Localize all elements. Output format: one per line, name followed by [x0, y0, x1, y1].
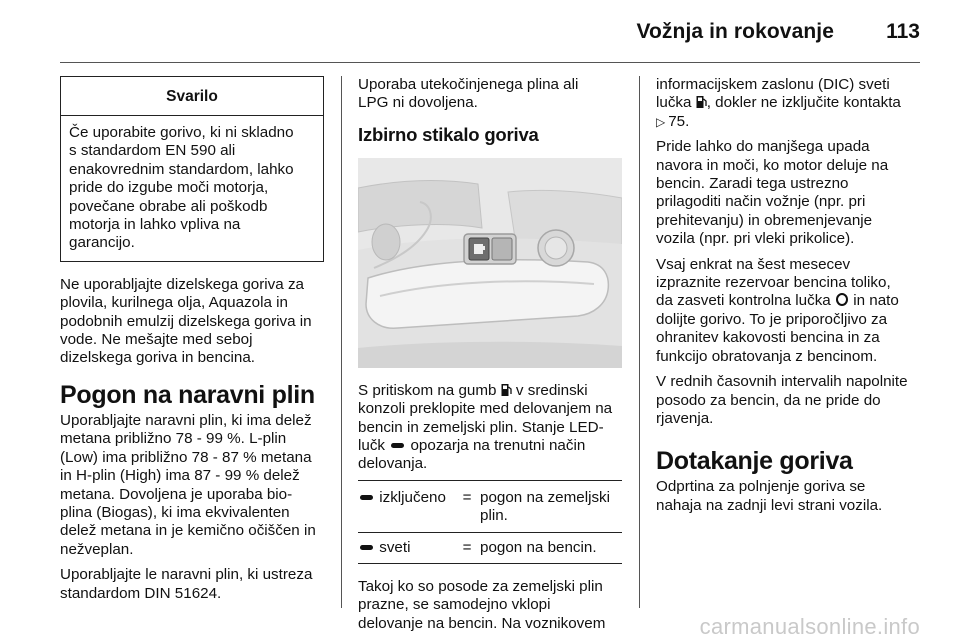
legend-row [358, 532, 622, 563]
text-span: da zasveti kontrolna lučka [656, 292, 831, 310]
warning-line: povečane obrabe ali poškodb [69, 197, 268, 215]
text-span: in nato [853, 292, 899, 310]
legend-label: sveti [379, 538, 411, 556]
text-line: prehitevanju) in obremenjevanje [656, 211, 873, 229]
text-line: LPG ni dovoljena. [358, 94, 478, 112]
led-state-legend [358, 480, 622, 564]
legend-label-cell [358, 532, 454, 563]
text-line [358, 437, 622, 455]
warning-line: s standardom EN 590 ali [69, 142, 236, 160]
warning-box [60, 76, 324, 262]
diesel-paragraph [60, 276, 324, 368]
six-months-paragraph [656, 256, 922, 366]
text-line: podobnih emulzij dizelskega goriva in [60, 312, 312, 330]
text-line: Uporabljajte le naravni plin, ki ustreza [60, 566, 313, 584]
natural-gas-paragraph [60, 412, 324, 559]
text-line: informacijskem zaslonu (DIC) sveti [656, 76, 890, 93]
column-2 [358, 76, 622, 633]
legend-label: izključeno [379, 488, 446, 506]
header-divider [60, 62, 920, 63]
text-line: Uporabljajte naravni plin, ki ima delež [60, 411, 312, 429]
text-span: S pritiskom na gumb [358, 381, 497, 399]
text-line: navora in moči, ko motor deluje na [656, 156, 889, 174]
text-line: bencin. Zaradi tega ustrezno [656, 175, 849, 193]
legend-row [358, 480, 622, 532]
legend-desc: pogon na bencin. [480, 538, 597, 556]
auto-switch-paragraph [358, 578, 622, 633]
text-line: delovanja. [358, 455, 428, 473]
text-line [656, 94, 922, 112]
text-line: dizelskega goriva in bencina. [60, 349, 256, 367]
text-line: nežveplan. [60, 540, 134, 558]
text-line: ohranitev kakovosti bencina in za [656, 329, 880, 347]
text-line [358, 382, 622, 400]
text-line: rjavenja. [656, 409, 714, 427]
page-number: 113 [886, 20, 920, 43]
warning-line: Če uporabite gorivo, ki ni skladno [69, 124, 294, 141]
lpg-paragraph [358, 76, 622, 113]
page-header [0, 14, 960, 54]
page-reference-arrow-icon: ▷ [656, 114, 666, 129]
text-line: Takoj ko so posode za zemeljski plin [358, 578, 603, 596]
led-indicator-icon [360, 545, 373, 550]
text-line: delovanje na bencin. Na voznikovem [358, 614, 606, 632]
filler-location-paragraph [656, 478, 922, 515]
text-line: prilagoditi način vožnje (npr. pri [656, 193, 866, 211]
led-indicator-icon [391, 443, 404, 448]
text-line: delež metana in je kemično očiščen in [60, 522, 316, 540]
text-line: metana. Dovoljena je uporaba bio- [60, 485, 293, 503]
column-1 [60, 76, 324, 603]
fuel-warning-ring-icon [836, 293, 848, 306]
text-line: metana približno 78 - 99 %. L-plin [60, 430, 287, 448]
warning-title: Svarilo [61, 77, 323, 116]
column-3 [656, 76, 922, 515]
column-divider-2 [639, 76, 640, 608]
text-line: vode. Ne mešajte med seboj [60, 331, 253, 349]
text-line: bencin in zemeljski plin. Stanje LED- [358, 418, 604, 436]
text-line: posodo za bencin, da ne pride do [656, 391, 881, 409]
column-divider-1 [341, 76, 342, 608]
torque-paragraph [656, 138, 922, 248]
text-line: izpraznite rezervoar bencina toliko, [656, 274, 891, 292]
fuel-switch-paragraph [358, 382, 622, 474]
warning-text [61, 116, 323, 261]
text-line: plina (Biogas), ki ima ekvivalenten [60, 503, 290, 521]
text-line: Pride lahko do manjšega upada [656, 138, 870, 156]
legend-equals: = [454, 532, 480, 563]
gas-pump-icon [696, 95, 707, 109]
warning-line: enakovrednim standardom, lahko [69, 160, 294, 178]
legend-desc: pogon na zemeljski [480, 488, 611, 506]
gas-pump-icon [501, 383, 512, 397]
text-span: , dokler ne izključite kontakta [706, 94, 901, 112]
text-line: in H-plin (High) ima 87 - 99 % delež [60, 467, 300, 485]
led-indicator-icon [360, 495, 373, 500]
warning-line: pride do izgube moči motorja, [69, 179, 269, 197]
text-line: funkcijo obratovanja z bencinom. [656, 347, 878, 365]
text-line: V rednih časovnih intervalih napolnite [656, 373, 908, 391]
text-line: vozila (npr. pri vleki prikolice). [656, 230, 855, 248]
fuel-selector-illustration [358, 158, 622, 368]
page-reference[interactable]: 75. [668, 112, 690, 130]
text-line: Vsaj enkrat na šest mesecev [656, 255, 851, 273]
text-line: Uporaba utekočinjenega plina ali [358, 76, 579, 93]
section-heading-fuel-selector: Izbirno stikalo goriva [358, 123, 539, 145]
text-line: dolijte gorivo. To je priporočljivo za [656, 310, 888, 328]
text-span: opozarja na trenutni način [410, 437, 586, 455]
text-line: nahaja na zadnji levi strani vozila. [656, 496, 883, 514]
legend-label-cell [358, 480, 454, 532]
center-console-drawing [358, 158, 622, 368]
text-line: Ne uporabljajte dizelskega goriva za [60, 275, 304, 293]
text-line: plovila, kurilnega olja, Aquazola in [60, 294, 288, 312]
legend-desc: plin. [480, 507, 508, 525]
legend-desc-cell [480, 480, 622, 532]
legend-desc-cell [480, 532, 622, 563]
text-line: konzoli preklopite med delovanjem na [358, 400, 613, 418]
text-line: prazne, se samodejno vklopi [358, 596, 551, 614]
warning-line: motorja in lahko vpliva na [69, 216, 241, 234]
text-line [656, 292, 922, 310]
watermark: carmanualsonline.info [699, 614, 920, 639]
chapter-title: Vožnja in rokovanje [636, 20, 834, 43]
rust-paragraph [656, 373, 922, 428]
text-span: lučk [358, 437, 386, 455]
text-line: (Low) ima približno 78 - 87 % metana [60, 448, 312, 466]
text-span: lučka [656, 94, 692, 112]
din-standard-paragraph [60, 566, 324, 603]
text-line: Odprtina za polnjenje goriva se [656, 478, 866, 496]
dic-paragraph [656, 76, 922, 131]
text-line [656, 113, 922, 131]
warning-line: garancijo. [69, 234, 135, 252]
section-heading-refuelling: Dotakanje goriva [656, 447, 853, 476]
text-line: standardom DIN 51624. [60, 584, 222, 602]
section-heading-natural-gas: Pogon na naravni plin [60, 380, 315, 409]
legend-equals: = [454, 480, 480, 532]
text-span: v sredinski [515, 381, 588, 399]
